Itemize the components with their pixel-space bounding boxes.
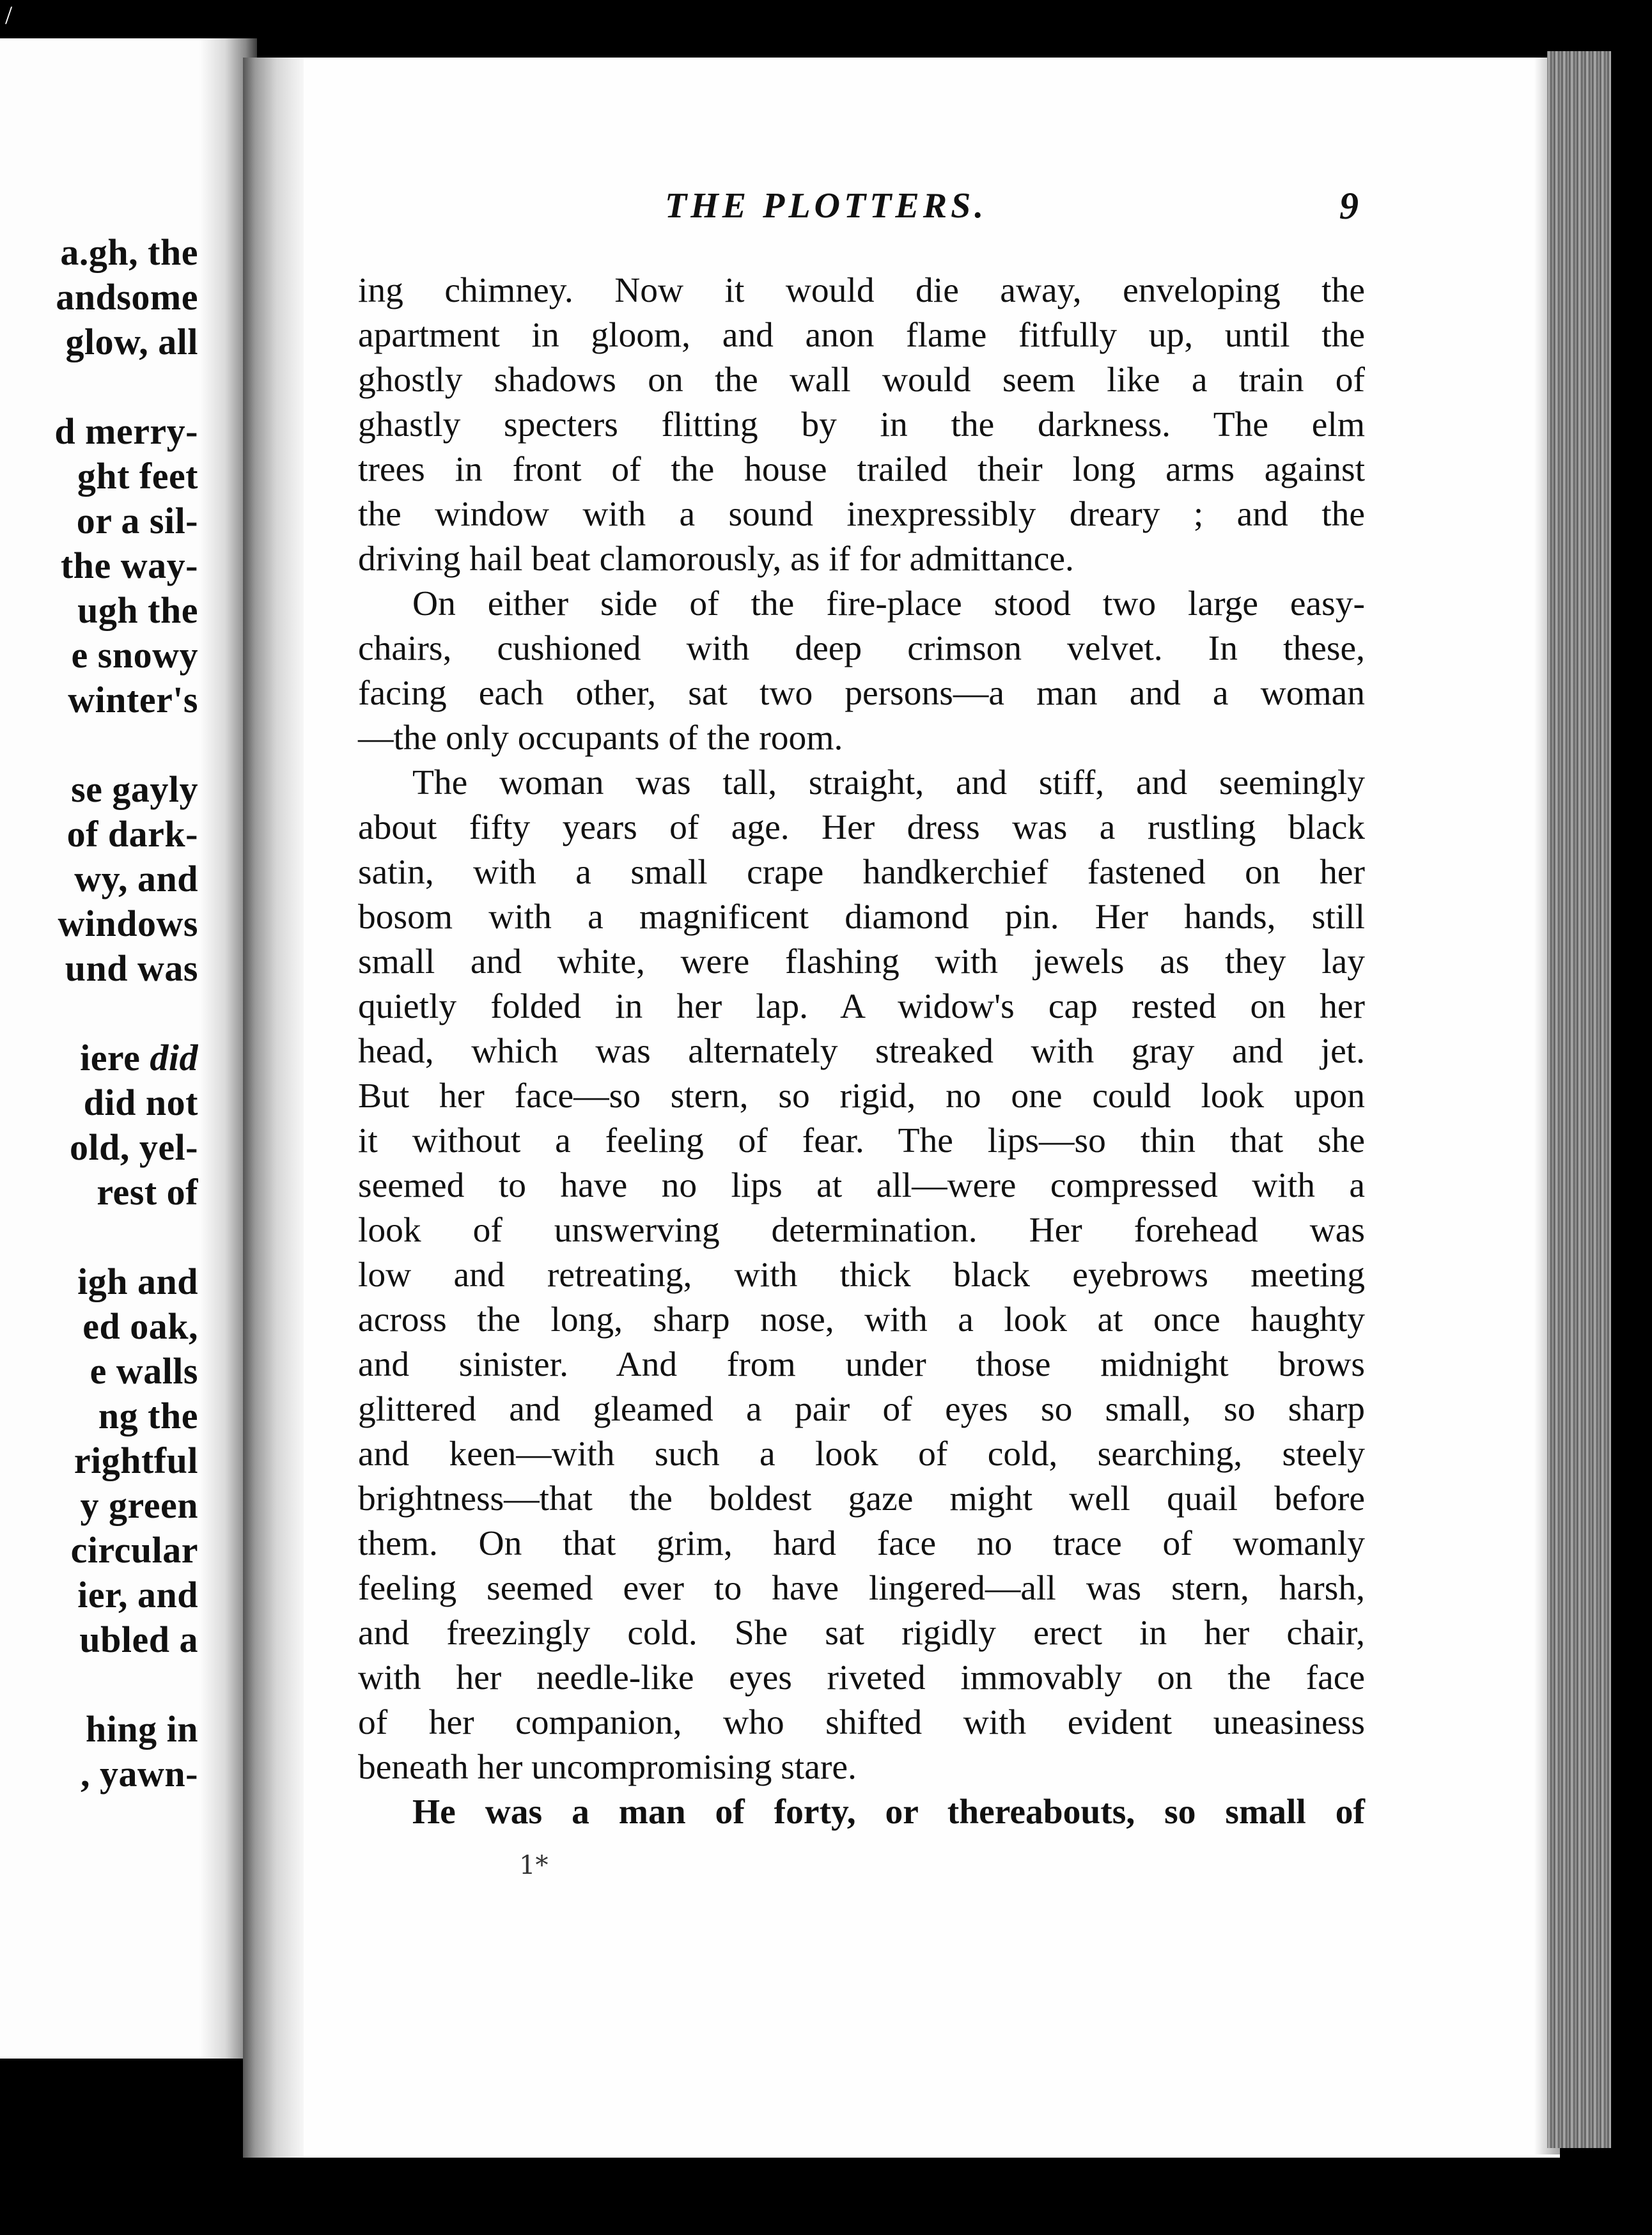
text-line: chairs, cushioned with deep crimson velvet. In these, [358, 629, 1365, 668]
left-line: se gayly [71, 768, 198, 810]
text-line: facing each other, sat two persons—a man and a woman [358, 674, 1365, 713]
text-line: the window with a sound inexpressibly dreary ; and the [358, 495, 1365, 534]
left-line: andsome [56, 276, 198, 318]
text-line: On either side of the fire-place stood two large easy- [412, 584, 1365, 623]
left-line: ng the [98, 1395, 198, 1437]
left-line: iere did [80, 1037, 198, 1079]
scan-edge-mark: / [5, 1, 13, 29]
left-line: old, yel- [69, 1126, 198, 1168]
text-line: —the only occupants of the room. [358, 719, 843, 758]
left-line-gap [0, 1215, 198, 1259]
text-line: ghastly specters flitting by in the darkness. The elm [358, 405, 1365, 444]
left-line: the way- [60, 545, 198, 586]
left-line: a.gh, the [60, 231, 198, 273]
left-line: ier, and [77, 1574, 198, 1616]
left-line: , yawn- [81, 1753, 198, 1795]
text-line: and freezingly cold. She sat rigidly erect in her chair, [358, 1614, 1365, 1653]
left-line: und was [65, 947, 198, 989]
left-line: hing in [86, 1708, 198, 1750]
text-line: quietly folded in her lap. A widow's cap rested on her [358, 987, 1365, 1026]
text-line: ghostly shadows on the wall would seem like a train of [358, 361, 1365, 400]
text-line: The woman was tall, straight, and stiff, and seemingly [412, 763, 1365, 802]
left-line: e walls [90, 1350, 198, 1392]
text-line: small and white, were flashing with jewels as they lay [358, 942, 1365, 981]
text-line: glittered and gleamed a pair of eyes so small, so sharp [358, 1390, 1365, 1429]
left-line: rightful [74, 1440, 198, 1481]
page-number: 9 [1339, 185, 1359, 227]
text-line: seemed to have no lips at all—were compressed with a [358, 1166, 1365, 1205]
left-line-gap [0, 1662, 198, 1707]
left-line: windows [58, 903, 198, 944]
text-line: across the long, sharp nose, with a look at once haughty [358, 1300, 1365, 1339]
left-line: ugh the [77, 589, 198, 631]
text-line: beneath her uncompromising stare. [358, 1748, 857, 1787]
right-page-gutter-shadow [243, 58, 304, 2158]
left-line: winter's [68, 679, 198, 720]
text-line: it without a feeling of fear. The lips—so thin that she [358, 1121, 1365, 1160]
text-line: and sinister. And from under those midnight brows [358, 1345, 1365, 1384]
text-line: and keen—with such a look of cold, searching, steely [358, 1435, 1365, 1474]
left-line-gap [0, 364, 198, 409]
left-line: d merry- [54, 410, 198, 452]
left-line: wy, and [74, 858, 198, 899]
left-line: glow, all [65, 321, 198, 362]
left-line: ght feet [77, 455, 198, 497]
text-line: But her face—so stern, so rigid, no one could look upon [358, 1077, 1365, 1116]
text-line: of her companion, who shifted with evident uneasiness [358, 1703, 1365, 1742]
text-line: low and retreating, with thick black eyebrows meeting [358, 1256, 1365, 1295]
left-line: ed oak, [82, 1305, 198, 1347]
text-line: brightness—that the boldest gaze might well quail before [358, 1479, 1365, 1518]
text-line: about fifty years of age. Her dress was a rustling black [358, 808, 1365, 847]
left-line: circular [70, 1529, 198, 1571]
left-line: igh and [77, 1261, 198, 1302]
left-page-text [0, 230, 198, 1796]
running-head: THE PLOTTERS. [665, 186, 988, 226]
left-line: of dark- [66, 813, 198, 855]
text-line: He was a man of forty, or thereabouts, so small of [412, 1793, 1365, 1832]
text-line: head, which was alternately streaked with gray and jet. [358, 1032, 1365, 1071]
left-line: or a sil- [76, 500, 198, 541]
left-line-gap [0, 722, 198, 767]
text-line: look of unswerving determination. Her forehead was [358, 1211, 1365, 1250]
text-line: satin, with a small crape handkerchief fastened on her [358, 853, 1365, 892]
text-line: ing chimney. Now it would die away, enveloping the [358, 271, 1365, 310]
left-line: did not [83, 1082, 198, 1123]
book-page-edges [1547, 51, 1611, 2148]
text-line: them. On that grim, hard face no trace of womanly [358, 1524, 1365, 1563]
left-line: ubled a [79, 1619, 198, 1660]
text-line: bosom with a magnificent diamond pin. Her hands, still [358, 898, 1365, 937]
left-line: rest of [97, 1171, 198, 1213]
signature-mark: 1* [519, 1851, 549, 1880]
text-line: apartment in gloom, and anon flame fitfully up, until the [358, 316, 1365, 355]
left-line-gap [0, 991, 198, 1036]
page-body-text [358, 269, 1365, 1835]
text-line: driving hail beat clamorously, as if for admittance. [358, 540, 1074, 579]
text-line: with her needle-like eyes riveted immovably on the face [358, 1658, 1365, 1697]
text-line: trees in front of the house trailed their long arms against [358, 450, 1365, 489]
left-line: y green [80, 1484, 198, 1526]
text-line: feeling seemed ever to have lingered—all was stern, harsh, [358, 1569, 1365, 1608]
left-line: e snowy [71, 634, 198, 676]
